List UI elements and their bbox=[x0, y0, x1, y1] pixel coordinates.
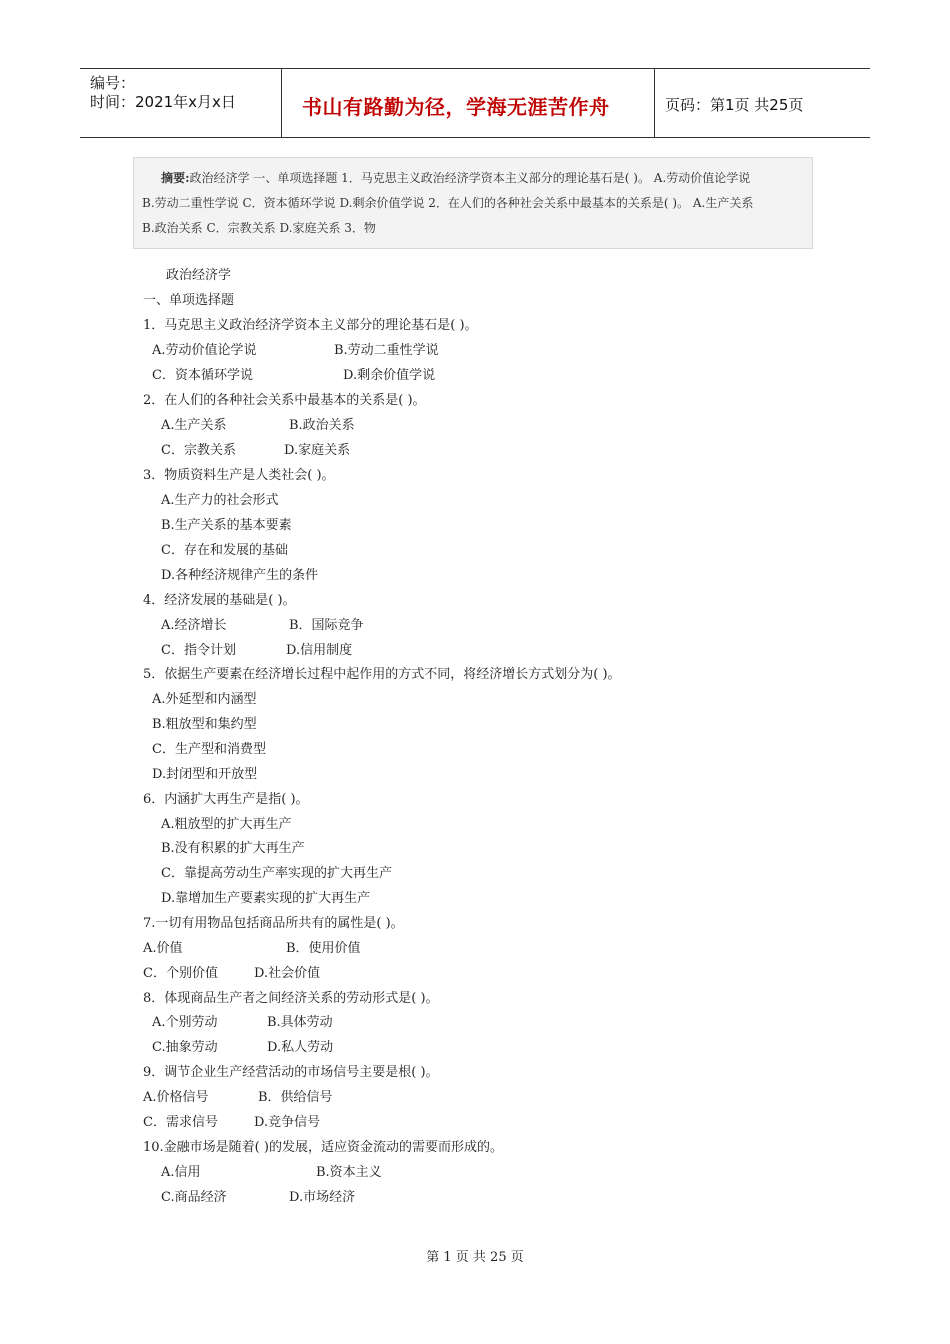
option-text: C．靠提高劳动生产率实现的扩大再生产 bbox=[161, 866, 392, 881]
option-text: B.具体劳动 bbox=[267, 1015, 333, 1030]
option-text: B.劳动二重性学说 bbox=[334, 343, 439, 358]
question-6: 6．内涵扩大再生产是指( )。 bbox=[143, 792, 309, 807]
option-text: A.个别劳动 bbox=[152, 1015, 218, 1030]
option-text: C．存在和发展的基础 bbox=[161, 543, 288, 558]
option-text: B．使用价值 bbox=[286, 941, 361, 956]
option-text: B．供给信号 bbox=[258, 1090, 333, 1105]
question-10: 10.金融市场是随着( )的发展，适应资金流动的需要而形成的。 bbox=[143, 1140, 503, 1155]
option-text: C.商品经济 bbox=[161, 1190, 227, 1205]
option-text: A.劳动价值论学说 bbox=[152, 343, 257, 358]
header-page-info: 页码：第1页 共25页 bbox=[665, 96, 804, 114]
option-text: A.信用 bbox=[161, 1165, 201, 1180]
option-text: D.剩余价值学说 bbox=[343, 368, 436, 383]
option-text: B.生产关系的基本要素 bbox=[161, 518, 292, 533]
option-text: B．国际竞争 bbox=[289, 618, 364, 633]
question-2: 2．在人们的各种社会关系中最基本的关系是( )。 bbox=[143, 393, 426, 408]
question-3: 3．物质资料生产是人类社会( )。 bbox=[143, 468, 335, 483]
option-text: A.经济增长 bbox=[161, 618, 227, 633]
option-text: A.粗放型的扩大再生产 bbox=[161, 817, 292, 832]
option-text: D.社会价值 bbox=[254, 966, 321, 981]
page-footer: 第 1 页 共 25 页 bbox=[426, 1250, 524, 1265]
abstract-line: B.劳动二重性学说 C．资本循环学说 D.剩余价值学说 2．在人们的各种社会关系中最基本的关系是( )。 A.生产关系 bbox=[142, 196, 754, 210]
question-9: 9．调节企业生产经营活动的市场信号主要是根( )。 bbox=[143, 1065, 439, 1080]
header-motto: 书山有路勤为径，学海无涯苦作舟 bbox=[302, 95, 610, 119]
option-text: C．个别价值 bbox=[143, 966, 218, 981]
option-text: C．生产型和消费型 bbox=[152, 742, 266, 757]
option-text: D.封闭型和开放型 bbox=[152, 767, 258, 782]
document-title: 政治经济学 bbox=[166, 268, 232, 283]
option-text: B.资本主义 bbox=[316, 1165, 382, 1180]
option-text: C.抽象劳动 bbox=[152, 1040, 218, 1055]
option-text: D.私人劳动 bbox=[267, 1040, 334, 1055]
option-text: C．指令计划 bbox=[161, 643, 236, 658]
abstract-line: B.政治关系 C．宗教关系 D.家庭关系 3．物 bbox=[142, 221, 376, 235]
option-text: B.政治关系 bbox=[289, 418, 355, 433]
option-text: C．宗教关系 bbox=[161, 443, 236, 458]
question-1: 1．马克思主义政治经济学资本主义部分的理论基石是( )。 bbox=[143, 318, 478, 333]
abstract-label: 摘要: bbox=[161, 171, 190, 185]
option-text: A.外延型和内涵型 bbox=[152, 692, 257, 707]
question-7: 7.一切有用物品包括商品所共有的属性是( )。 bbox=[143, 916, 404, 931]
option-text: B.没有积累的扩大再生产 bbox=[161, 841, 305, 856]
section-heading: 一、单项选择题 bbox=[143, 293, 235, 308]
question-5: 5．依据生产要素在经济增长过程中起作用的方式不同，将经济增长方式划分为( )。 bbox=[143, 667, 621, 682]
option-text: D.各种经济规律产生的条件 bbox=[161, 568, 319, 583]
option-text: A.生产关系 bbox=[161, 418, 227, 433]
option-text: D.信用制度 bbox=[286, 643, 353, 658]
option-text: A.生产力的社会形式 bbox=[161, 493, 279, 508]
document-number-label: 编号： bbox=[90, 74, 136, 92]
option-text: D.靠增加生产要素实现的扩大再生产 bbox=[161, 891, 371, 906]
option-text: C．资本循环学说 bbox=[152, 368, 253, 383]
option-text: D.市场经济 bbox=[289, 1190, 356, 1205]
abstract-text: 政治经济学 一、单项选择题 1．马克思主义政治经济学资本主义部分的理论基石是( )。 A.劳动价值论学说 bbox=[189, 171, 751, 185]
option-text: B.粗放型和集约型 bbox=[152, 717, 257, 732]
option-text: D.竞争信号 bbox=[254, 1115, 321, 1130]
question-8: 8．体现商品生产者之间经济关系的劳动形式是( )。 bbox=[143, 991, 439, 1006]
option-text: A.价值 bbox=[143, 941, 183, 956]
option-text: A.价格信号 bbox=[143, 1090, 209, 1105]
document-date: 时间：2021年x月x日 bbox=[90, 93, 236, 111]
option-text: D.家庭关系 bbox=[284, 443, 351, 458]
option-text: C．需求信号 bbox=[143, 1115, 218, 1130]
question-4: 4．经济发展的基础是( )。 bbox=[143, 593, 296, 608]
